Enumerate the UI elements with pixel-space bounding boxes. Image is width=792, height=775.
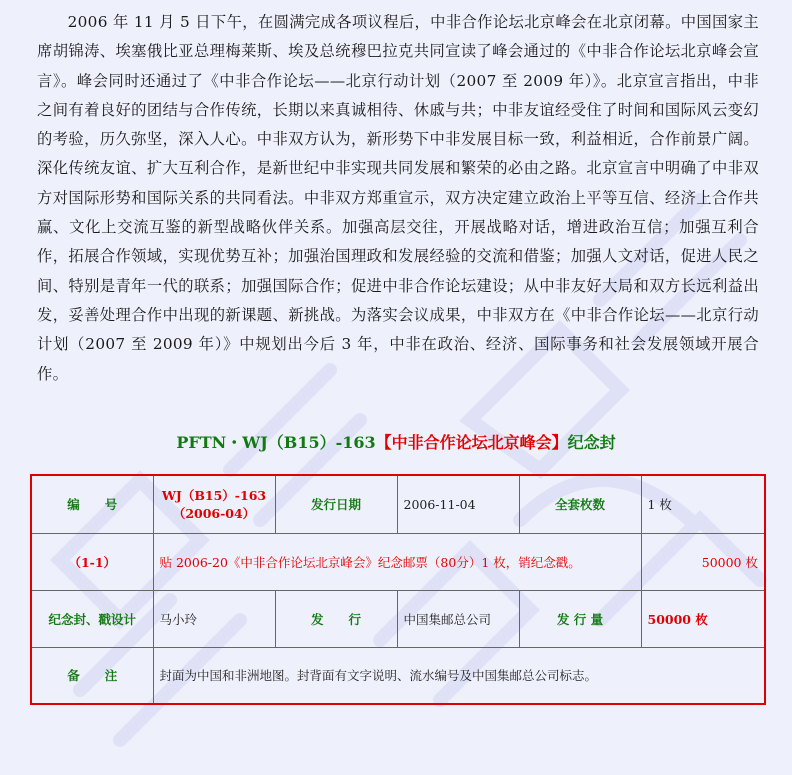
table-row	[31, 590, 765, 647]
item-index: （1-1）	[31, 533, 153, 590]
designer-label: 纪念封、戳设计	[31, 590, 153, 647]
remarks-value: 封面为中国和非洲地图。封背面有文字说明、流水编号及中国集邮总公司标志。	[153, 647, 765, 704]
set-count-label: 全套枚数	[519, 475, 641, 533]
remarks-label: 备 注	[31, 647, 153, 704]
set-count-value: 1 枚	[641, 475, 765, 533]
table-row	[31, 475, 765, 533]
volume-label: 发 行 量	[519, 590, 641, 647]
number-value	[153, 475, 275, 533]
cover-title	[0, 428, 792, 458]
cover-suffix: 纪念封	[567, 433, 616, 452]
volume-value: 50000 枚	[641, 590, 765, 647]
cover-info-table	[30, 474, 766, 705]
item-description: 贴 2006-20《中非合作论坛北京峰会》纪念邮票（80分）1 枚，销纪念戳。	[153, 533, 641, 590]
cover-code: PFTN・WJ（B15）-163	[176, 433, 376, 452]
article-paragraph: 2006 年 11 月 5 日下午，在圆满完成各项议程后，中非合作论坛北京峰会在北京闭幕。中国国家主席胡锦涛、埃塞俄比亚总理梅莱斯、埃及总统穆巴拉克共同宣读了峰会通过的《中非合作论坛北京峰会宣言》。峰会同时还通过了《中非合作论坛——北京行动计划（2007 至 2009 年）》。北京宣言指出，中非之间有着良好的团结与合作传统，长期以来真诚相待、休戚与共；中非友谊经受住了时间和国际风云变幻的考验，历久弥坚，深入人心。中非双方认为，新形势下中非发展目标一致，利益相近，合作前景广阔。深化传统友谊、扩大互利合作，是新世纪中非实现共同发展和繁荣的必由之路。北京宣言中明确了中非双方对国际形势和国际关系的共同看法。中非双方郑重宣示，双方决定建立政治上平等互信、经济上合作共赢、文化上交流互鉴的新型战略伙伴关系。加强高层交往，开展战略对话，增进政治互信；加强互利合作，拓展合作领域，实现优势互补；加强治国理政和发展经验的交流和借鉴；加强人文对话，促进人民之间、特别是青年一代的联系；加强国际合作；促进中非合作论坛建设；从中非友好大局和双方长远利益出发，妥善处理合作中出现的新课题、新挑战。为落实会议成果，中非双方在《中非合作论坛——北京行动计划（2007 至 2009 年）》中规划出今后 3 年，中非在政治、经济、国际事务和社会发展领域开展合作。	[37, 13, 759, 383]
issuer-label: 发 行	[275, 590, 397, 647]
date-value: 2006-11-04	[397, 475, 519, 533]
number-value-code: WJ（B15）-163	[161, 488, 267, 504]
cover-name: 【中非合作论坛北京峰会】	[375, 433, 568, 452]
date-label: 发行日期	[275, 475, 397, 533]
number-value-year: （2006-04）	[172, 506, 256, 522]
item-quantity: 50000 枚	[641, 533, 765, 590]
issuer-value: 中国集邮总公司	[397, 590, 519, 647]
number-label: 编 号	[31, 475, 153, 533]
table-row	[31, 647, 765, 704]
designer-value: 马小玲	[153, 590, 275, 647]
table-row	[31, 533, 765, 590]
